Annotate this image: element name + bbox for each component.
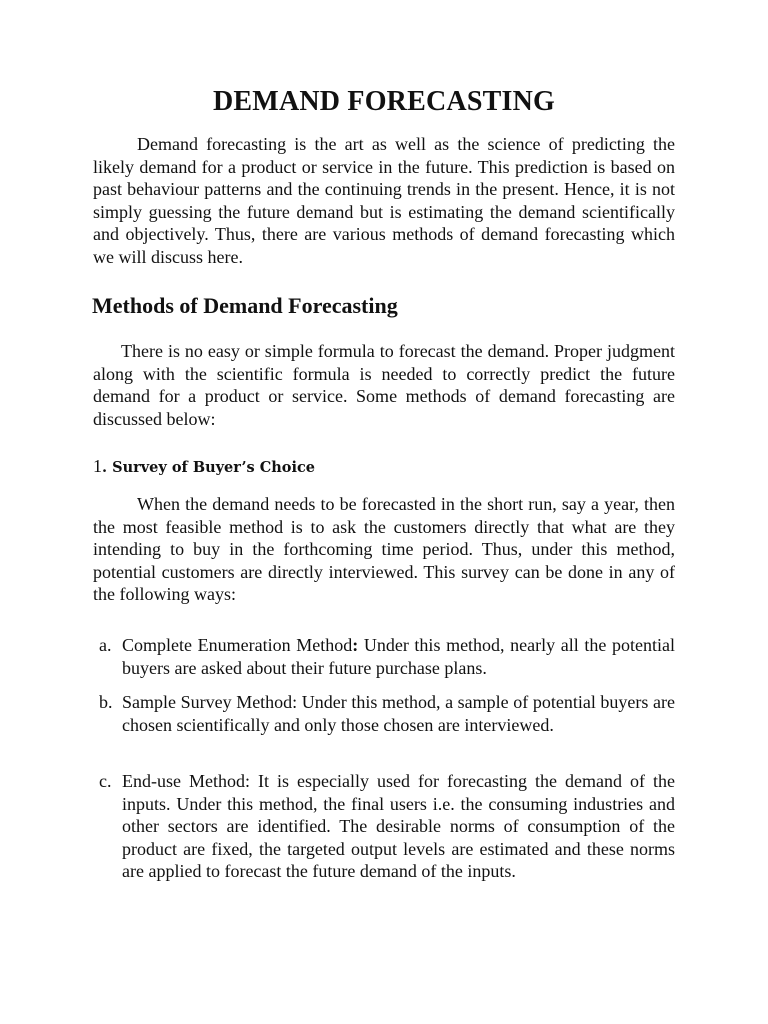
list-item-text: Sample Survey Method: Under this method, a sample of potential buyers are chosen scientifically and only those chosen are interviewed.	[122, 692, 675, 735]
item-body: Under this method, nearly all the potential buyers are asked about their future purchase plans.	[122, 635, 675, 678]
list-marker: b.	[99, 692, 113, 712]
list-marker: a.	[99, 635, 112, 655]
methods-text: There is no easy or simple formula to forecast the demand. Proper judgment along with the scientific formula is needed to correctly predict the future demand for a product or service. Some methods of demand forecasting are discussed below:	[93, 341, 675, 429]
section-heading-survey	[93, 456, 315, 477]
item-colon: :	[352, 635, 359, 655]
list-item	[93, 770, 675, 883]
section-title: . Survey of Buyer’s Choice	[102, 459, 316, 476]
list-item-text: End-use Method: It is especially used for forecasting the demand of the inputs. Under this method, the final users i.e. the consuming industries and other sectors are identified. The desirable norms of consumption of the product are fixed, the targeted output levels are estimated and these norms are applied to forecast the future demand of the inputs.	[122, 771, 675, 882]
methods-heading: Methods of Demand Forecasting	[92, 293, 398, 318]
list-item	[93, 691, 675, 736]
item-label: Complete Enumeration Method	[122, 635, 353, 655]
list-item	[93, 634, 675, 679]
intro-text: Demand forecasting is the art as well as the science of predicting the likely demand for a product or service in the future. This prediction is based on past behaviour patterns and the continuing trends in the present. Hence, it is not simply guessing the future demand but is estimating the demand scientifically and objectively. Thus, there are various methods of demand forecasting which we will discuss here.	[93, 134, 675, 267]
list-item-text	[122, 634, 675, 679]
survey-text: When the demand needs to be forecasted in the short run, say a year, then the most feasible method is to ask the customers directly that what are they intending to buy in the forthcoming time period. Thus, under this method, potential customers are directly interviewed. This survey can be done in any of the following ways:	[93, 494, 675, 605]
list-marker: c.	[99, 771, 112, 791]
survey-paragraph	[93, 493, 675, 606]
page-title: DEMAND FORECASTING	[213, 86, 555, 117]
methods-paragraph	[93, 340, 675, 430]
section-number: 1	[93, 456, 102, 476]
intro-paragraph	[93, 133, 675, 269]
